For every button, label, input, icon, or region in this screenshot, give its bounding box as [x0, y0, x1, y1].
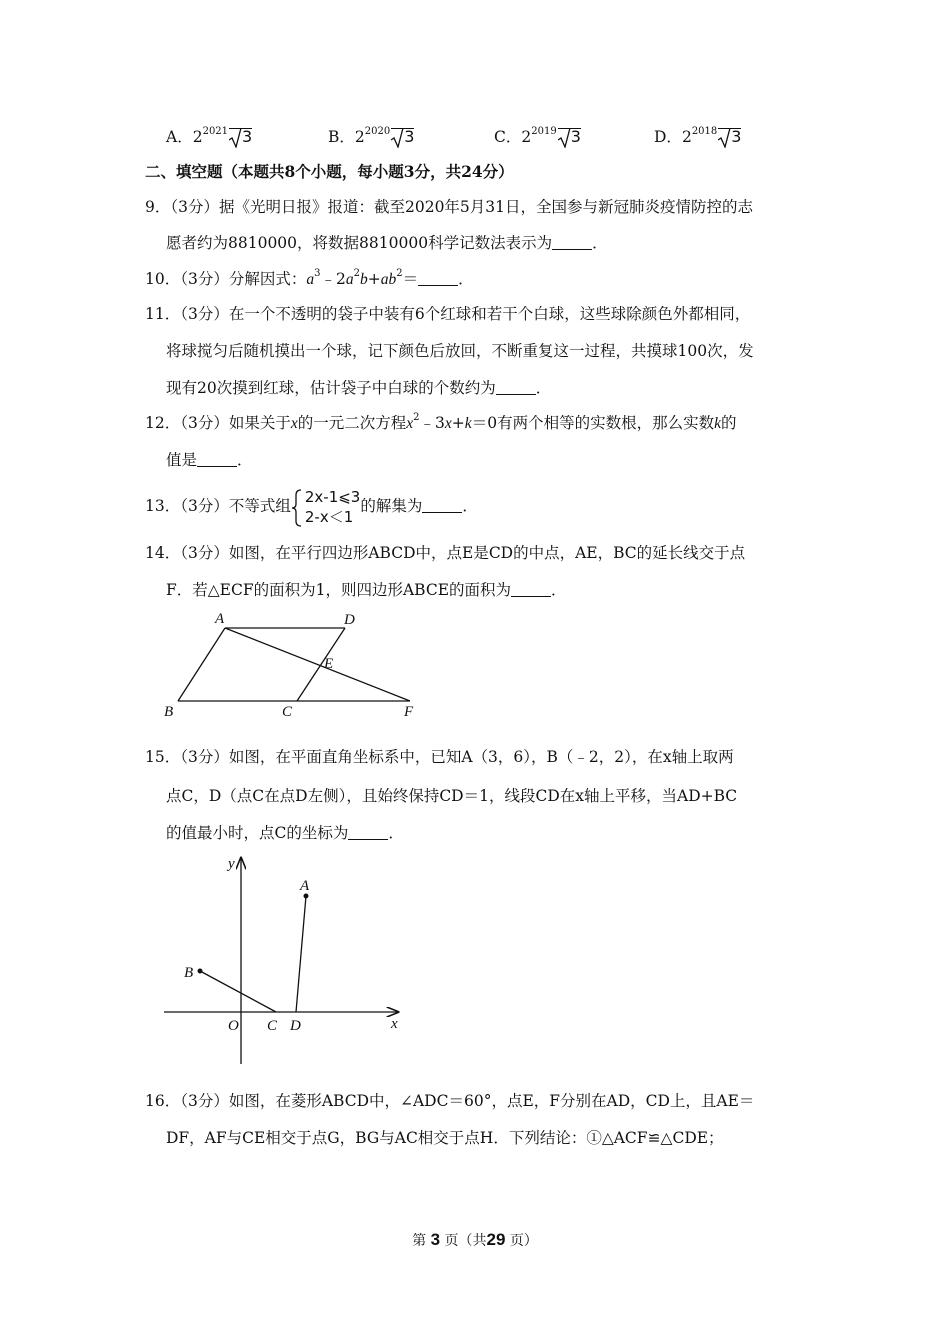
sqrt-symbol — [229, 128, 252, 145]
point-a — [304, 894, 309, 899]
answer-blank[interactable] — [496, 380, 536, 395]
point-label: F — [404, 704, 414, 720]
question-text: （3分）据《光明日报》报道：截至2020年5月31日，全国参与新冠肺炎疫情防控的志 — [170, 198, 754, 216]
page-number: 3 — [430, 1230, 441, 1249]
question-text: （3分）如图，在平行四边形ABCD中，点E是CD的中点，AE，BC的延长线交于点 — [180, 544, 746, 562]
option-exponent: 2019 — [531, 125, 557, 137]
punctuation: ． — [237, 451, 253, 469]
var-k: k — [714, 415, 721, 432]
inequality-1: 2x-1⩽3 — [304, 488, 361, 506]
axis-label: x — [391, 1016, 398, 1032]
segment-ad — [296, 896, 306, 1012]
point-label: C — [267, 1018, 278, 1034]
section-title: 二、填空题（本题共8个小题，每小题3分，共24分） — [145, 162, 514, 181]
option-base: 2 — [681, 128, 692, 146]
option-radicand: 3 — [242, 127, 253, 146]
answer-blank[interactable] — [552, 235, 592, 250]
option-radicand: 3 — [404, 127, 415, 146]
segment-bc — [200, 971, 276, 1012]
coordinate-figure — [158, 852, 408, 1067]
option-base: 2 — [521, 128, 532, 146]
question-text: 愿者约为8810000，将数据8810000科学记数法表示为 — [166, 234, 553, 252]
option-b — [328, 126, 414, 148]
punctuation: ． — [592, 234, 608, 252]
question-text: 的一元二次方程 — [297, 414, 407, 432]
segment-dc — [297, 628, 345, 701]
punctuation: ． — [551, 581, 567, 599]
question-11-line2: 将球搅匀后随机摸出一个球，记下颜色后放回，不断重复这一过程，共摸球100次，发 — [166, 342, 754, 360]
answer-blank[interactable] — [418, 271, 458, 286]
math-expression: $x^2﹣3x+k=0$ — [406, 411, 498, 432]
point-b — [198, 969, 203, 974]
page-footer — [0, 1230, 950, 1250]
question-text: 有两个相等的实数根，那么实数 — [497, 414, 715, 432]
axis-label: y — [228, 856, 235, 872]
footer-text: 第 — [412, 1233, 427, 1249]
question-text: （3分）分解因式： — [180, 270, 307, 288]
question-11-line1 — [145, 304, 750, 324]
point-label: B — [164, 704, 174, 720]
question-12-line2 — [166, 450, 253, 470]
option-d — [654, 126, 741, 148]
option-label: B． — [328, 128, 355, 146]
point-label: C — [282, 704, 293, 720]
question-text: F．若△ECF的面积为1，则四边形ABCE的面积为 — [166, 581, 512, 599]
sqrt-symbol — [391, 128, 414, 145]
question-text: （3分）如图，在平面直角坐标系中，已知A（3，6），B（﹣2，2），在x轴上取两 — [180, 748, 734, 766]
question-number: 12． — [145, 414, 181, 432]
question-10 — [145, 269, 474, 290]
option-label: D． — [654, 128, 682, 146]
question-number: 13． — [145, 497, 181, 515]
question-14-line2 — [166, 580, 567, 600]
point-label: E — [324, 656, 334, 672]
question-text: 值是 — [166, 451, 198, 469]
option-label: A． — [166, 128, 193, 146]
option-radicand: 3 — [731, 127, 742, 146]
option-c — [494, 126, 581, 148]
answer-blank[interactable] — [422, 498, 462, 513]
question-number: 16． — [145, 1092, 181, 1110]
question-text: 的解集为 — [360, 497, 423, 515]
question-text: （3分）不等式组 — [180, 497, 291, 515]
var-x: x — [290, 415, 298, 432]
answer-blank[interactable] — [197, 452, 237, 467]
option-exponent: 2020 — [364, 125, 391, 137]
option-exponent: 2021 — [202, 125, 229, 137]
question-12-line1 — [145, 413, 736, 434]
point-label: D — [344, 612, 355, 628]
question-number: 15． — [145, 748, 181, 766]
question-16-line2: DF，AF与CE相交于点G，BG与AC相交于点H．下列结论：①△ACF≌△CDE； — [166, 1129, 724, 1147]
question-number: 14． — [145, 544, 181, 562]
answer-blank[interactable] — [348, 825, 388, 840]
option-a — [166, 126, 252, 148]
question-text: （3分）如图，在菱形ABCD中，∠ADC＝60°，点E，F分别在AD，CD上，且AE＝ — [180, 1092, 755, 1110]
total-pages: 29 — [486, 1230, 506, 1249]
question-16-line1 — [145, 1091, 754, 1111]
segment-af — [225, 628, 410, 701]
question-14-line1 — [145, 543, 745, 563]
parallelogram-figure — [160, 608, 430, 720]
inequality-system — [291, 487, 361, 527]
question-15-line1 — [145, 747, 734, 767]
question-number: 11． — [145, 305, 181, 323]
question-9-line2 — [166, 233, 608, 253]
question-text: 的 — [720, 414, 737, 432]
segment-ab — [178, 628, 225, 701]
point-label: B — [184, 965, 194, 981]
question-15-line2: 点C，D（点C在点D左侧），且始终保持CD＝1，线段CD在x轴上平移，当AD+BC — [166, 787, 738, 805]
question-number: 10． — [145, 270, 181, 288]
question-9-line1 — [145, 197, 753, 217]
footer-text: 页（共 — [444, 1233, 487, 1249]
option-label: C． — [494, 128, 522, 146]
question-text: （3分）如果关于 — [180, 414, 291, 432]
option-radicand: 3 — [570, 127, 581, 146]
answer-blank[interactable] — [511, 582, 551, 597]
sqrt-symbol — [718, 128, 741, 145]
question-text: 现有20次摸到红球，估计袋子中白球的个数约为 — [166, 379, 496, 397]
footer-text: 页） — [509, 1233, 538, 1249]
question-text: 的值最小时，点C的坐标为 — [166, 824, 349, 842]
point-label: A — [300, 878, 310, 894]
inequality-2: 2-x＜1 — [304, 508, 354, 526]
question-15-line3 — [166, 823, 404, 843]
point-label: D — [290, 1018, 301, 1034]
punctuation: ． — [388, 824, 404, 842]
option-exponent: 2018 — [691, 125, 718, 137]
question-number: 9． — [145, 198, 171, 216]
math-expression: $a^3﹣2a^2b+ab^2=$ — [306, 267, 419, 288]
punctuation: ． — [535, 379, 552, 397]
punctuation: ． — [462, 497, 478, 515]
punctuation: ． — [458, 270, 474, 288]
question-text: （3分）在一个不透明的袋子中装有6个红球和若干个白球，这些球除颜色外都相同， — [180, 305, 751, 323]
sqrt-symbol — [558, 128, 581, 145]
point-label: O — [228, 1018, 239, 1034]
question-13 — [145, 486, 478, 527]
option-base: 2 — [192, 128, 203, 146]
question-11-line3 — [166, 378, 551, 398]
point-label: A — [215, 611, 225, 627]
option-base: 2 — [354, 128, 365, 146]
